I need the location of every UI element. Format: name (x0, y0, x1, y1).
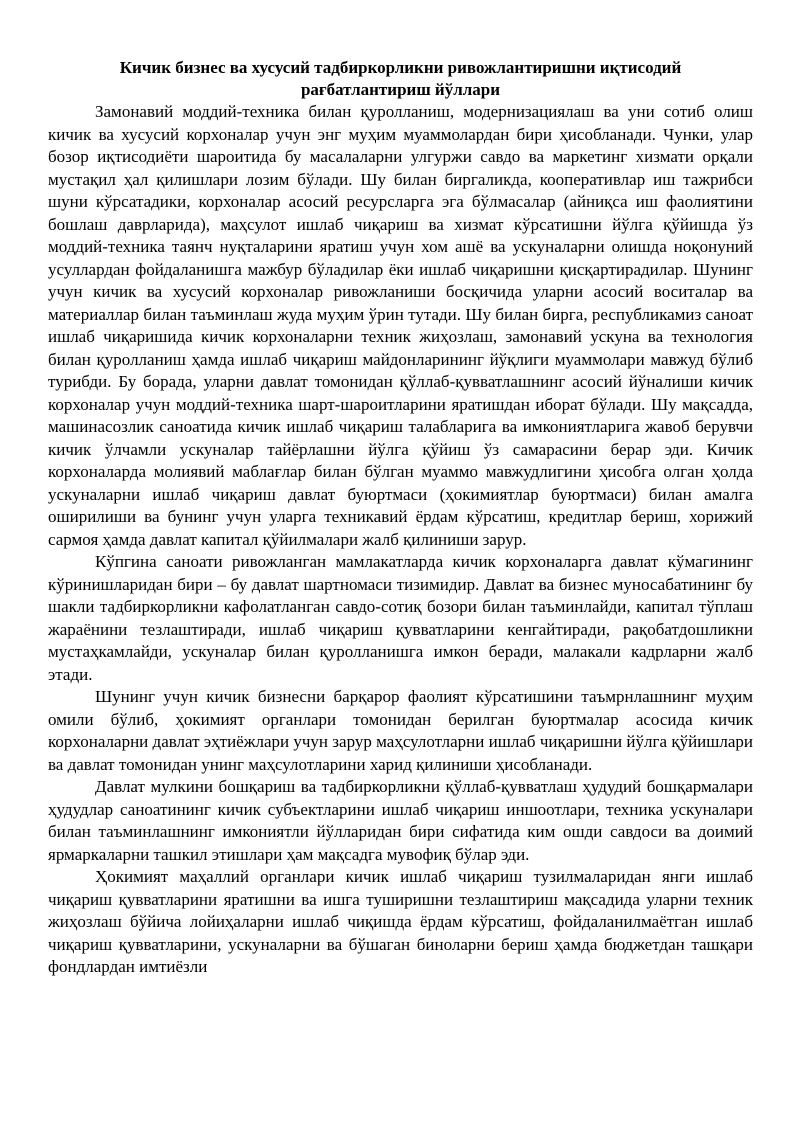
paragraph-3: Шунинг учун кичик бизнесни барқарор фаолият кўрсатишини таъмрнлашнинг муҳим омили бўлиб, ҳокимият органлари томонидан берилган буюртмалар асосида кичик корхоналарни давлат эҳтиёжлари учун зарур маҳсулотларни ишлаб чиқаришни йўлга қўйишлари ва давлат томонидан унинг маҳсулотларини харид қилиниши ҳисобланади. (48, 687, 753, 774)
document-page (48, 57, 753, 979)
paragraph-1: Замонавий моддий-техника билан қуролланиш, модернизациялаш ва уни сотиб олиш кичик ва хусусий корхоналар учун энг муҳим муаммолардан бири ҳисобланади. Чунки, улар бозор иқтисодиёти шароитида бу масалаларни улгуржи савдо ва маркетинг хизмати орқали мустақил ҳал қилишлари лозим бўлади. Шу билан биргаликда, кооперативлар иш тажрибси шуни кўрсатадики, корхоналар асосий ресурсларга эга бўлмасалар (айниқса иш фаолиятини бошлаш даврларида), маҳсулот ишлаб чиқариш ва хизмат кўрсатишни йўлга қўйишда ўз моддий-техника таянч нуқталарини яратиш учун хом ашё ва ускуналарни олишда ноқонуний усуллардан фойдаланишга мажбур бўладилар ёки ишлаб чиқаришни қисқартирадилар. Шунинг учун кичик ва хусусий корхоналар ривожланиши босқичида уларни асосий воситалар ва материаллар билан таъминлаш жуда муҳим ўрин тутади. Шу билан бирга, республикамиз саноат ишлаб чиқаришида кичик корхоналарни техник жиҳозлаш, замонавий ускуна ва технология билан қуролланиш ҳамда ишлаб чиқариш майдонларининг йўқлиги муаммолари мавжуд бўлиб турибди. Бу борада, уларни давлат томонидан қўллаб-қувватлашнинг асосий йўналиши кичик корхоналар учун моддий-техника шарт-шароитларини яратишдан иборат бўлади. Шу мақсадда, машинасозлик саноатида кичик ишлаб чиқариш талабларига ва имкониятларига жавоб берувчи кичик ўлчамли ускуналар тайёрлашни йўлга қўйиш ўз самарасини берар эди. Кичик корхоналарда молиявий маблағлар билан бўлган муаммо мавжудлигини ҳисобга олган ҳолда ускуналарни ишлаб чиқариш давлат буюртмаси (ҳокимиятлар буюртмаси) билан амалга оширилиши ва бунинг учун уларга техникавий ёрдам кўрсатиш, кредитлар бериш, хорижий сармоя ҳамда давлат капитал қўйилмалари жалб қилиниши зарур. (48, 102, 753, 549)
paragraph-5: Ҳокимият маҳаллий органлари кичик ишлаб чиқариш тузилмаларидан янги ишлаб чиқариш қувватларини яратишни ва ишга туширишни тезлаштириш мақсадида уларни техник жиҳозлаш бўйича лойиҳаларни ишлаб чиқишда ёрдам кўрсатиш, фойдаланилмаётган ишлаб чиқариш қувватларини, ускуналарни ва бўшаган биноларни бериш ҳамда бюджетдан ташқари фондлардан имтиёзли (48, 867, 753, 976)
paragraph-2: Кўпгина саноати ривожланган мамлакатларда кичик корхоналарга давлат кўмагининг кўринишларидан бири – бу давлат шартномаси тизимидир. Давлат ва бизнес муносабатининг бу шакли тадбиркорликни кафолатланган савдо-сотиқ бозори билан таъминлайди, капитал тўплаш жараёнини тезлаштиради, ишлаб чиқариш қувватларини кенгайтиради, рақобатдошликни мустаҳкамлайди, ускуналар билан қуролланишга имкон беради, малакали кадрларни жалб этади. (48, 552, 753, 684)
document-title: Кичик бизнес ва хусусий тадбиркорликни ривожлантиришни иқтисодий рағбатлантириш йўллари (119, 58, 682, 99)
paragraph-4: Давлат мулкини бошқариш ва тадбиркорликни қўллаб-қувватлаш ҳудудий бошқармалари ҳудудлар саноатининг кичик субъектларини ишлаб чиқариш иншоотлари, техника ускуналари билан таъминлашнинг имкониятли йўлларидан бири сифатида ким ошди савдоси ва доимий ярмаркаларни ташкил этишлари ҳам мақсадга мувофиқ бўлар эди. (48, 777, 753, 864)
